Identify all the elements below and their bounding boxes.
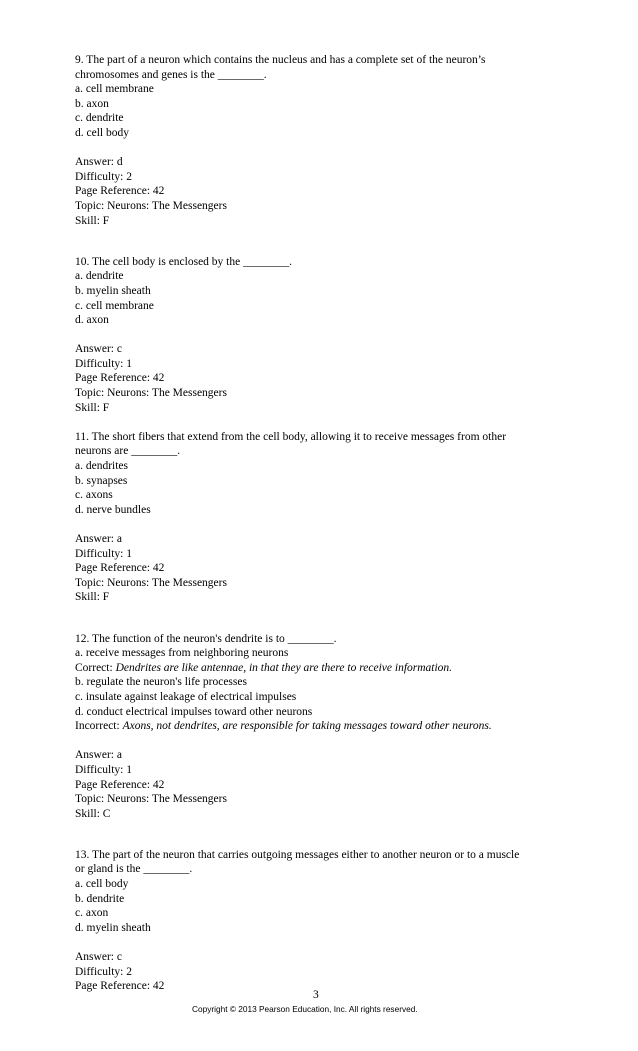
difficulty: Difficulty: 1 bbox=[75, 547, 132, 560]
option-d: d. conduct electrical impulses toward other neurons bbox=[75, 705, 313, 718]
question-11 bbox=[75, 430, 575, 605]
option-b: b. regulate the neuron's life processes bbox=[75, 676, 247, 689]
skill: Skill: C bbox=[75, 807, 111, 820]
topic: Topic: Neurons: The Messengers bbox=[75, 199, 227, 212]
incorrect-label: Incorrect: bbox=[75, 720, 123, 733]
option-c: c. cell membrane bbox=[75, 299, 154, 312]
incorrect-text: Axons, not dendrites, are responsible for taking messages toward other neurons. bbox=[122, 720, 492, 733]
difficulty: Difficulty: 2 bbox=[75, 965, 132, 978]
option-a: a. cell body bbox=[75, 878, 129, 891]
answer: Answer: a bbox=[75, 749, 122, 762]
question-stem: 9. The part of a neuron which contains the nucleus and has a complete set of the neuron’s bbox=[75, 54, 486, 66]
option-b: b. synapses bbox=[75, 474, 128, 487]
topic: Topic: Neurons: The Messengers bbox=[75, 576, 227, 589]
question-12 bbox=[75, 632, 575, 822]
skill: Skill: F bbox=[75, 214, 110, 227]
option-b: b. dendrite bbox=[75, 892, 125, 905]
option-c: c. axons bbox=[75, 489, 113, 502]
question-stem: 11. The short fibers that extend from the cell body, allowing it to receive messages from other bbox=[75, 430, 507, 443]
option-a: a. dendrites bbox=[75, 460, 129, 473]
option-b: b. axon bbox=[75, 97, 109, 110]
option-c: c. axon bbox=[75, 907, 109, 920]
question-stem: 10. The cell body is enclosed by the ________. bbox=[75, 255, 292, 268]
option-d: d. myelin sheath bbox=[75, 921, 151, 934]
topic: Topic: Neurons: The Messengers bbox=[75, 387, 227, 400]
page-reference: Page Reference: 42 bbox=[75, 778, 165, 791]
option-d: d. axon bbox=[75, 314, 109, 327]
skill: Skill: F bbox=[75, 591, 110, 604]
correct-text: Dendrites are like antennae, in that they are there to receive information. bbox=[115, 661, 453, 674]
question-stem: chromosomes and genes is the ________. bbox=[75, 68, 267, 81]
option-a: a. receive messages from neighboring neurons bbox=[75, 647, 289, 660]
option-d: d. cell body bbox=[75, 126, 129, 139]
correct-label: Correct: bbox=[75, 661, 116, 674]
page-reference: Page Reference: 42 bbox=[75, 980, 165, 993]
question-13 bbox=[75, 848, 575, 994]
question-9 bbox=[75, 53, 575, 228]
option-d: d. nerve bundles bbox=[75, 503, 151, 516]
difficulty: Difficulty: 2 bbox=[75, 170, 132, 183]
question-list bbox=[75, 53, 575, 994]
page-reference: Page Reference: 42 bbox=[75, 185, 165, 198]
correct-feedback bbox=[75, 661, 575, 676]
page-number: 3 bbox=[313, 989, 319, 1001]
option-a: a. cell membrane bbox=[75, 83, 154, 96]
question-10 bbox=[75, 255, 575, 416]
question-stem: 13. The part of the neuron that carries outgoing messages either to another neuron or to a muscle bbox=[75, 848, 520, 861]
question-stem: or gland is the ________. bbox=[75, 863, 193, 876]
question-stem: 12. The function of the neuron's dendrite is to ________. bbox=[75, 632, 337, 645]
page-reference: Page Reference: 42 bbox=[75, 372, 165, 385]
option-a: a. dendrite bbox=[75, 270, 124, 283]
option-b: b. myelin sheath bbox=[75, 284, 151, 297]
difficulty: Difficulty: 1 bbox=[75, 763, 132, 776]
answer: Answer: c bbox=[75, 951, 122, 964]
page-reference: Page Reference: 42 bbox=[75, 562, 165, 575]
answer: Answer: a bbox=[75, 533, 122, 545]
difficulty: Difficulty: 1 bbox=[75, 357, 132, 370]
topic: Topic: Neurons: The Messengers bbox=[75, 793, 227, 806]
option-c: c. dendrite bbox=[75, 112, 124, 125]
copyright-notice: Copyright © 2013 Pearson Education, Inc. All rights reserved. bbox=[192, 1004, 418, 1014]
answer: Answer: d bbox=[75, 156, 123, 169]
incorrect-feedback bbox=[75, 719, 575, 734]
option-c: c. insulate against leakage of electrical impulses bbox=[75, 690, 297, 703]
answer: Answer: c bbox=[75, 343, 122, 356]
skill: Skill: F bbox=[75, 401, 110, 414]
question-stem: neurons are ________. bbox=[75, 445, 181, 458]
